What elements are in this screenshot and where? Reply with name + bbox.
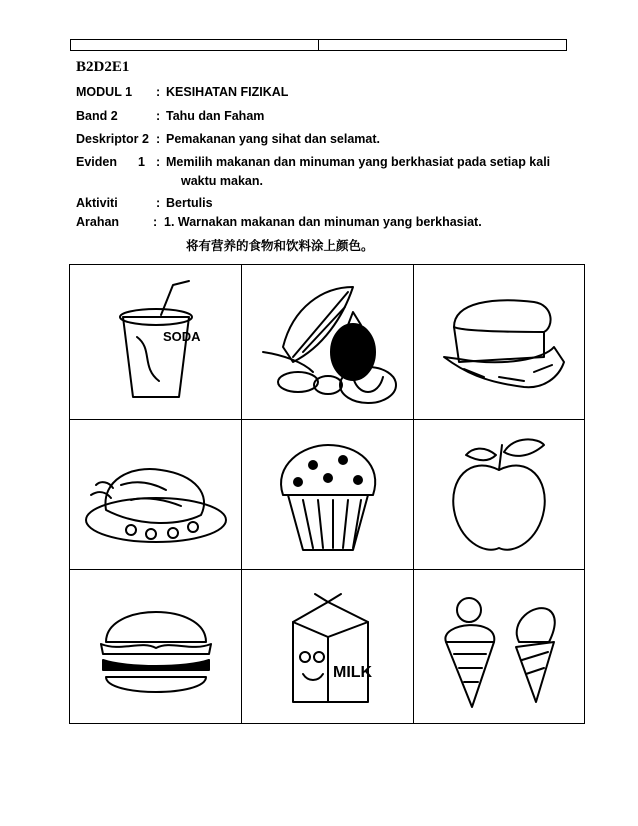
cell-muffin[interactable] bbox=[242, 420, 414, 570]
info-colon: : bbox=[153, 215, 158, 229]
instruction-chinese: 将有营养的食物和饮料涂上颜色。 bbox=[186, 238, 374, 253]
cell-burger[interactable] bbox=[70, 570, 242, 723]
cell-bread[interactable] bbox=[414, 265, 584, 420]
info-value-continued: waktu makan. bbox=[181, 174, 263, 188]
vegetables-icon bbox=[253, 277, 403, 407]
info-value: Pemakanan yang sihat dan selamat. bbox=[166, 132, 380, 146]
cell-ice-cream[interactable] bbox=[414, 570, 584, 723]
soda-cup-icon bbox=[81, 277, 231, 407]
muffin-icon bbox=[253, 430, 403, 560]
info-colon: : bbox=[156, 196, 161, 210]
info-colon: : bbox=[156, 132, 161, 146]
info-label: MODUL 1 bbox=[76, 85, 133, 99]
info-label: Aktiviti bbox=[76, 196, 118, 210]
milk-carton-icon bbox=[253, 582, 403, 712]
info-value: Bertulis bbox=[166, 196, 213, 210]
info-value: Memilih makanan dan minuman yang berkhasiat pada setiap kali bbox=[166, 155, 551, 169]
info-label: Band 2 bbox=[76, 109, 118, 123]
info-value: 1. Warnakan makanan dan minuman yang berkhasiat. bbox=[164, 215, 482, 229]
soda-label: SODA bbox=[162, 329, 201, 344]
info-colon: : bbox=[156, 109, 161, 123]
cell-soda[interactable] bbox=[70, 265, 242, 420]
cell-apple[interactable] bbox=[414, 420, 584, 570]
info-colon: : bbox=[156, 85, 161, 99]
cell-milk[interactable] bbox=[242, 570, 414, 723]
info-label: Arahan bbox=[76, 215, 120, 229]
milk-label: MILK bbox=[332, 663, 372, 681]
info-number: 1 bbox=[138, 155, 145, 169]
header-box-divider bbox=[318, 40, 319, 50]
apple-icon bbox=[424, 430, 574, 560]
info-label: Deskriptor 2 bbox=[76, 132, 149, 146]
ice-cream-icon bbox=[424, 582, 574, 712]
cell-chicken[interactable] bbox=[70, 420, 242, 570]
worksheet-code: B2D2E1 bbox=[76, 59, 130, 75]
header-box bbox=[70, 39, 567, 51]
roast-chicken-icon bbox=[81, 430, 231, 560]
burger-icon bbox=[81, 582, 231, 712]
picture-grid bbox=[69, 264, 585, 724]
info-label: Eviden bbox=[76, 155, 117, 169]
info-value: Tahu dan Faham bbox=[166, 109, 265, 123]
info-colon: : bbox=[156, 155, 161, 169]
cell-vegetables[interactable] bbox=[242, 265, 414, 420]
info-value: KESIHATAN FIZIKAL bbox=[166, 85, 289, 99]
bread-icon bbox=[424, 277, 574, 407]
